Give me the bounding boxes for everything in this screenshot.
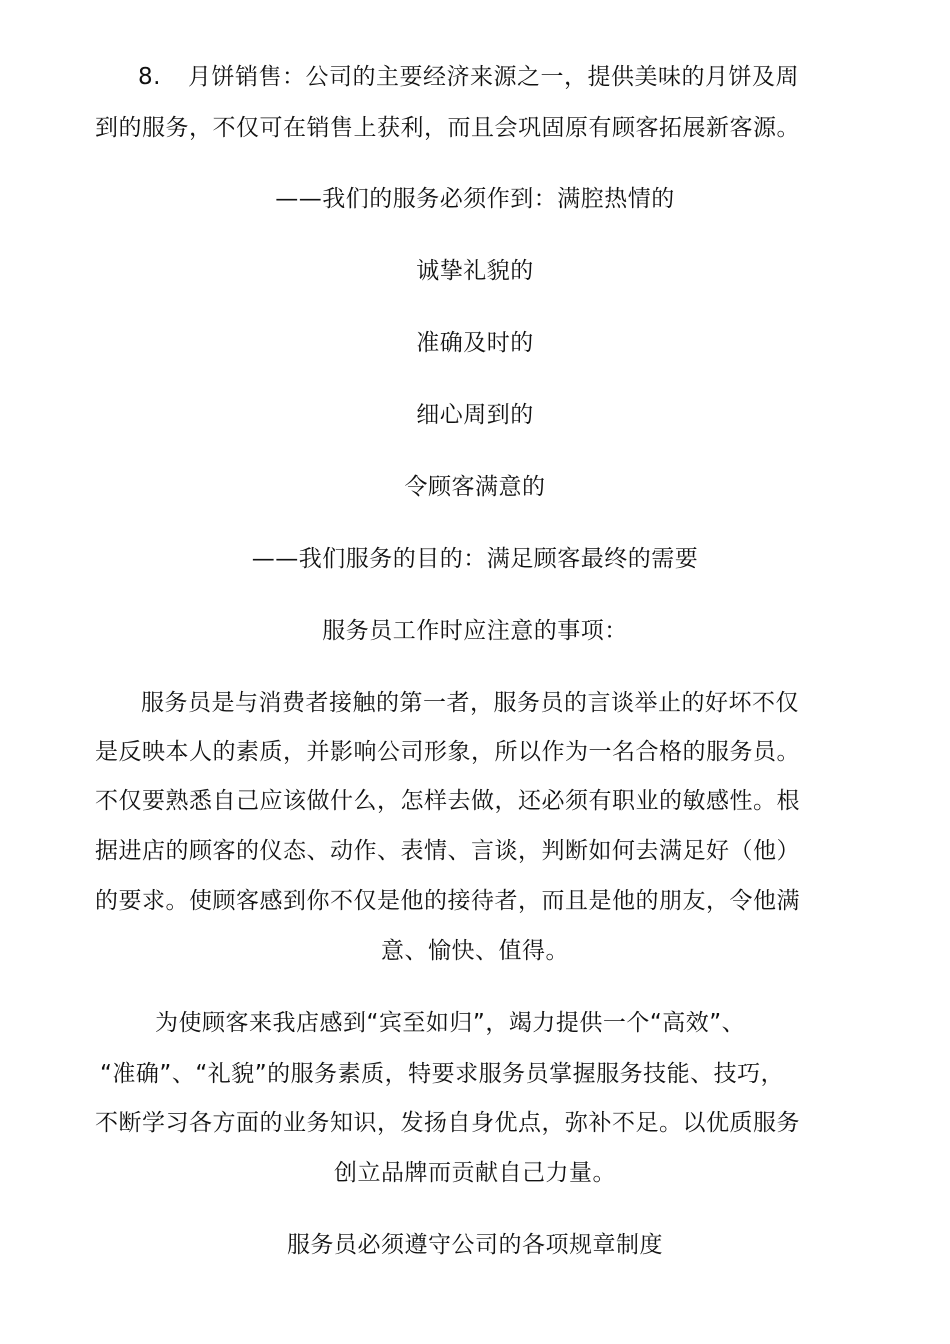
paragraph2-line: 为使顾客来我店感到“宾至如归”，竭力提供一个“高效”、 bbox=[155, 1010, 746, 1036]
service-quality-item: 令顾客满意的 bbox=[404, 474, 546, 500]
item8-line-1: 月饼销售：公司的主要经济来源之一，提供美味的月饼及周 bbox=[188, 64, 799, 90]
paragraph1-line: 是反映本人的素质，并影响公司形象，所以作为一名合格的服务员。 bbox=[95, 739, 800, 765]
item8-line-2: 到的服务，不仅可在销售上获利，而且会巩固原有顾客拓展新客源。 bbox=[95, 115, 800, 141]
service-quality-item: 细心周到的 bbox=[416, 402, 534, 428]
paragraph1-line: 不仅要熟悉自己应该做什么，怎样去做，还必须有职业的敏感性。根 bbox=[95, 788, 800, 814]
paragraph1-line: 意、愉快、值得。 bbox=[381, 938, 569, 964]
paragraph1-line: 据进店的顾客的仪态、动作、表情、言谈，判断如何去满足好（他） bbox=[95, 838, 800, 864]
paragraph1-line: 服务员是与消费者接触的第一者，服务员的言谈举止的好坏不仅 bbox=[141, 690, 799, 716]
paragraph1-line: 的要求。使顾客感到你不仅是他的接待者，而且是他的朋友，令他满 bbox=[95, 888, 800, 914]
paragraph2-line: 不断学习各方面的业务知识，发扬自身优点，弥补不足。以优质服务 bbox=[95, 1110, 800, 1136]
paragraph2-line: “准确”、“礼貌”的服务素质，特要求服务员掌握服务技能、技巧， bbox=[100, 1061, 785, 1087]
item-number: 8. bbox=[138, 64, 161, 90]
service-goal: ——我们服务的目的：满足顾客最终的需要 bbox=[251, 546, 699, 572]
paragraph2-line: 创立品牌而贡献自己力量。 bbox=[334, 1160, 616, 1186]
rules-heading: 服务员必须遵守公司的各项规章制度 bbox=[287, 1232, 663, 1258]
notes-heading: 服务员工作时应注意的事项： bbox=[322, 618, 628, 644]
service-must-heading: ——我们的服务必须作到：满腔热情的 bbox=[275, 186, 675, 212]
service-quality-item: 准确及时的 bbox=[416, 330, 534, 356]
service-quality-item: 诚挚礼貌的 bbox=[416, 258, 534, 284]
